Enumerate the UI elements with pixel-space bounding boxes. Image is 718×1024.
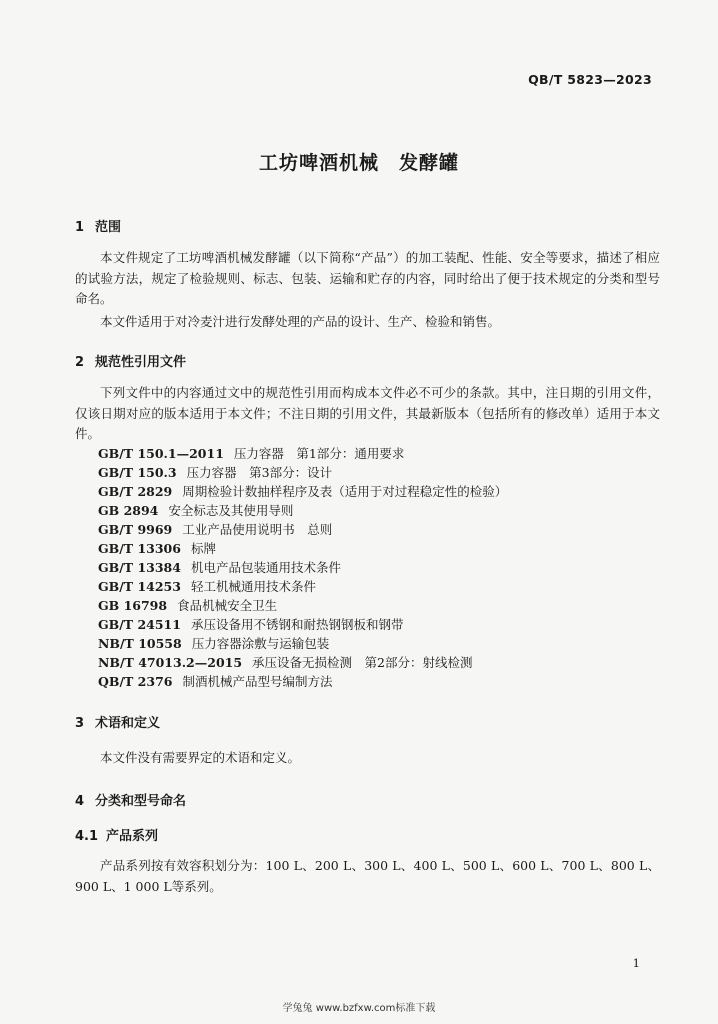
section-title: 术语和定义 <box>95 716 161 731</box>
reference-code: NB/T 47013.2—2015 <box>98 655 243 670</box>
section-1-heading <box>75 216 121 235</box>
section-3-heading <box>75 712 160 731</box>
reference-item <box>98 558 507 577</box>
reference-title: 承压设备无损检测 第2部分：射线检测 <box>252 655 473 670</box>
reference-title: 压力容器涂敷与运输包装 <box>191 636 330 651</box>
standard-code: QB/T 5823—2023 <box>528 72 652 87</box>
reference-title: 压力容器 第3部分：设计 <box>186 465 333 480</box>
reference-title: 制酒机械产品型号编制方法 <box>182 674 333 689</box>
reference-code: GB/T 13384 <box>98 560 181 575</box>
document-title: 工坊啤酒机械 发酵罐 <box>258 152 459 174</box>
reference-code: GB/T 14253 <box>98 579 181 594</box>
section-2-heading <box>75 351 186 370</box>
reference-title: 食品机械安全卫生 <box>177 598 278 613</box>
section-title: 分类和型号命名 <box>95 794 187 809</box>
section-number: 4 <box>75 794 85 809</box>
subsection-title: 产品系列 <box>106 829 159 844</box>
reference-title: 周期检验计数抽样程序及表（适用于对过程稳定性的检验） <box>182 484 508 499</box>
footer-watermark: 学兔兔 www.bzfxw.com标准下载 <box>282 1003 436 1014</box>
section-4-1-paragraph: 产品系列按有效容积划分为：100 L、200 L、300 L、400 L、500 L、600 L、700 L、800 L、900 L、1 000 L等系列。 <box>75 858 660 894</box>
reference-code: GB/T 9969 <box>98 522 173 537</box>
reference-code: GB/T 150.3 <box>98 465 177 480</box>
reference-title: 标牌 <box>190 541 216 556</box>
reference-code: GB 2894 <box>98 503 159 518</box>
reference-code: QB/T 2376 <box>98 674 173 689</box>
reference-item <box>98 444 507 463</box>
reference-title: 安全标志及其使用导则 <box>168 503 294 518</box>
reference-item <box>98 596 507 615</box>
reference-item <box>98 482 507 501</box>
reference-title: 压力容器 第1部分：通用要求 <box>233 446 405 461</box>
reference-item <box>98 463 507 482</box>
section-1-paragraph-2: 本文件适用于对冷麦汁进行发酵处理的产品的设计、生产、检验和销售。 <box>100 314 501 329</box>
page-number: 1 <box>632 956 640 970</box>
reference-title: 机电产品包装通用技术条件 <box>190 560 341 575</box>
reference-title: 工业产品使用说明书 总则 <box>182 522 333 537</box>
reference-item <box>98 653 507 672</box>
reference-code: GB/T 13306 <box>98 541 181 556</box>
section-title: 范围 <box>95 220 122 235</box>
section-number: 3 <box>75 716 85 731</box>
section-number: 1 <box>75 220 85 235</box>
reference-code: GB 16798 <box>98 598 168 613</box>
section-4-1-heading <box>75 825 158 844</box>
reference-item <box>98 672 507 691</box>
reference-title: 轻工机械通用技术条件 <box>190 579 316 594</box>
section-3-paragraph: 本文件没有需要界定的术语和定义。 <box>100 750 301 765</box>
reference-item <box>98 577 507 596</box>
subsection-number: 4.1 <box>75 829 99 844</box>
reference-code: NB/T 10558 <box>98 636 182 651</box>
reference-item <box>98 520 507 539</box>
section-number: 2 <box>75 355 85 370</box>
reference-item <box>98 501 507 520</box>
section-4-heading <box>75 790 186 809</box>
reference-item <box>98 634 507 653</box>
section-title: 规范性引用文件 <box>95 355 187 370</box>
reference-item <box>98 615 507 634</box>
reference-code: GB/T 24511 <box>98 617 181 632</box>
reference-title: 承压设备用不锈钢和耐热钢钢板和钢带 <box>190 617 404 632</box>
section-2-intro: 下列文件中的内容通过文中的规范性引用而构成本文件必不可少的条款。其中，注日期的引用文件，仅该日期对应的版本适用于本文件；不注日期的引用文件，其最新版本（包括所有的修改单）适用于本文件。 <box>75 385 660 441</box>
reference-code: GB/T 150.1—2011 <box>98 446 224 461</box>
section-1-paragraph-1: 本文件规定了工坊啤酒机械发酵罐（以下简称“产品”）的加工装配、性能、安全等要求，描述了相应的试验方法，规定了检验规则、标志、包装、运输和贮存的内容，同时给出了便于技术规定的分类和型号命名。 <box>75 250 660 306</box>
reference-code: GB/T 2829 <box>98 484 173 499</box>
reference-item <box>98 539 507 558</box>
normative-references-list <box>98 444 507 691</box>
